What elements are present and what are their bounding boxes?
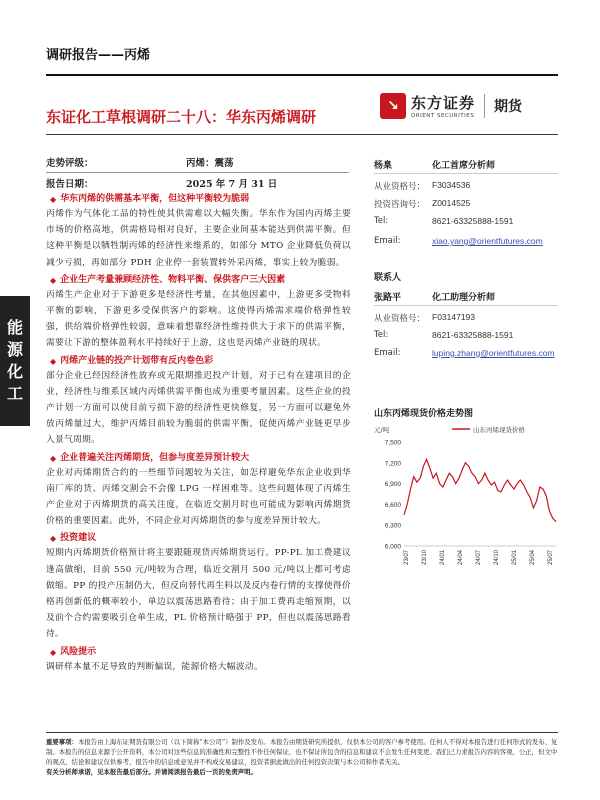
section: [46, 354, 351, 449]
orient-logo-icon: ↘: [380, 93, 406, 119]
cert-value: F03147193: [432, 312, 476, 322]
section-body: 部分企业已经因经济性放弃或无限期推迟投产计划，对于已有在建项目的企业，经济性与维系区域内丙烯供需平衡也成为重要考量因素。这些企业的投产计划一方面可以使目前亏损下游的经济性更快修复，另一方面可以避免外放丙烯量过大，维护丙烯目前较为脆弱的供需平衡，促使丙烯产业链更早步入景气周期。: [46, 370, 351, 446]
section-body: 短期内丙烯期货价格预计将主要跟随现货丙烯期货运行。PP-PL 加工费建议逢高做缩，目前 550 元/吨较为合理，临近交割月 500 元/吨以上都可考虑做缩。PP 的投产压制仍大，但反向替代再生料以及反内卷行情的支撑使得价格再创新低的概率较小，单边以震荡思路看待；由于加工费再走缩预期，以及前个合约需要吸引仓单生成，PL 价格预计略强于 PP，但也以震荡思路看待。: [46, 548, 351, 640]
section: [46, 273, 351, 352]
chart-title: 山东丙烯现货价格走势图: [374, 409, 474, 419]
contact-email-link[interactable]: luping.zhang@orientfutures.com: [432, 348, 555, 358]
sector-char: 能: [6, 318, 23, 337]
analyst-consult-row: [374, 198, 471, 210]
section-body: 企业对丙烯期货合约的一些细节问题较为关注，如怎样避免华东企业收到华南厂库的货、丙烯交割会不会像 LPG 一样困难等。这些问题体现了丙烯生产企业对于丙烯期货的高关注度，在临近交割月时也可能成为影响丙烯期货价格的重要因素。此外，不同企业对丙烯期货的参与度差异预计较大。: [46, 467, 351, 527]
report-body: [46, 190, 351, 675]
section-heading: ◆ 企业普遍关注丙烯期货，但参与度差异预计较大: [50, 452, 250, 463]
section: [46, 531, 351, 642]
analyst-email-link[interactable]: xiao.yang@orientfutures.com: [432, 236, 543, 246]
contact-tel-row: [374, 330, 514, 340]
footer-divider: [46, 732, 558, 733]
analyst-cert-row: [374, 180, 471, 192]
analyst-tel-row: [374, 216, 514, 226]
analyst-name: 杨臬: [374, 161, 393, 171]
logo-en-text: ORIENT SECURITIES: [411, 113, 475, 119]
y-tick-label: 6,000: [384, 543, 401, 551]
contact-name: 张路平: [374, 293, 402, 303]
contact-title: 联系人: [374, 273, 402, 283]
diamond-bullet-icon: ◆: [50, 355, 57, 366]
sector-char: 化: [6, 362, 23, 381]
legend-label: 山东丙烯现货价格: [473, 426, 525, 434]
analyst-role: 化工首席分析师: [432, 161, 496, 171]
price-chart: [372, 420, 562, 582]
x-tick-label: 23/07: [404, 550, 410, 566]
section-body: 丙烯作为气体化工品的特性使其供需难以大幅失衡。华东作为国内丙烯主要市场的价格高地，供需格局相对良好，主要企业间基本能达到供需平衡。但这种平衡是以牺牲制丙烯的经济性来维系的，如部分 MTO 企业降低负荷以减少亏损，再如部分 PDH 企业停一套装置转外采丙烯，事实上较为脆弱。: [46, 209, 351, 268]
contact-divider: [374, 305, 558, 306]
y-tick-label: 7,200: [384, 460, 401, 468]
diamond-bullet-icon: ◆: [50, 274, 57, 285]
tel-label: Tel:: [374, 330, 389, 340]
report-date-row: [46, 176, 349, 190]
logo-separator: [484, 94, 485, 118]
contact-cert-row: [374, 312, 476, 324]
x-tick-label: 24/07: [476, 550, 482, 566]
x-tick-label: 24/01: [440, 550, 446, 566]
contact-name-row: [374, 290, 496, 303]
y-tick-label: 7,500: [384, 439, 401, 447]
cert-label: 从业资格号：: [374, 314, 426, 324]
title-divider: [46, 134, 558, 135]
sector-char: 工: [6, 384, 23, 403]
x-tick-label: 24/04: [458, 550, 464, 566]
section: [46, 451, 351, 530]
disclaimer-tail: 有关分析师承诺，见本报告最后部分。并请阅读报告最后一页的免责声明。: [46, 768, 257, 776]
tel-value: 8621-63325888-1591: [432, 330, 514, 340]
y-tick-label: 6,600: [384, 501, 401, 509]
sector-side-band: [0, 296, 30, 426]
company-logo: [380, 92, 522, 119]
cert-label: 从业资格号：: [374, 182, 426, 192]
section-heading: ◆ 企业生产考量兼顾经济性、物料平衡、保供客户三大因素: [50, 274, 286, 285]
price-series-line: [404, 459, 556, 521]
section-heading: ◆ 丙烯产业链的投产计划带有反内卷色彩: [50, 355, 214, 366]
diamond-bullet-icon: ◆: [50, 194, 57, 204]
section-heading: ◆ 投资建议: [50, 533, 97, 544]
sector-char: 源: [6, 340, 23, 359]
analyst-email-row: [374, 236, 543, 246]
trend-value: 丙烯：震荡: [186, 158, 234, 169]
tel-value: 8621-63325888-1591: [432, 216, 514, 226]
date-label: 报告日期：: [46, 179, 94, 190]
x-tick-label: 24/10: [494, 550, 500, 566]
trend-label: 走势评级：: [46, 158, 94, 169]
price-chart-svg: [372, 420, 562, 582]
disclaimer-text: 本报告由上海东证期货有限公司（以下简称“本公司”）制作及发布。本报告由期货研究所提供，仅供本公司的客户参考使用。任何人不得对本报告进行任何形式的发布、复制。本报告的信息来源于公开资料，本公司对这些信息的准确性和完整性不作任何保证，也不保证所包含的信息和建议不会发生任何变更。我们已力求报告内容的客观、公正，但文中的观点、结论和建议仅供参考，报告中的信息或意见并不构成交易建议，投资者据此做出的任何投资决策与本公司和作者无关。: [46, 738, 558, 766]
y-tick-label: 6,300: [384, 522, 401, 530]
section-heading: ◆ 风险提示: [50, 646, 97, 657]
disclaimer: [46, 737, 558, 777]
y-tick-label: 6,900: [384, 481, 401, 489]
x-tick-label: 23/10: [422, 550, 428, 566]
section-body: 丙烯生产企业对于下游更多是经济性考量，在其他因素中，上游更多受物料平衡的影响，下游更多受保供客户的影响。这使得丙烯需求端价格弹性较强，供给端价格弹性较弱，意味着想靠经济性维持供大于求下的供需平衡，需要让下游的整体盈利水平持续好于上游，这也是丙烯产业链的现状。: [46, 289, 351, 349]
trend-rating-row: [46, 155, 349, 169]
diamond-bullet-icon: ◆: [50, 646, 57, 657]
x-tick-label: 25/07: [548, 550, 554, 566]
logo-cn-text: 东方证券: [411, 94, 476, 112]
section: [46, 645, 351, 675]
x-tick-label: 25/04: [530, 550, 536, 566]
diamond-bullet-icon: ◆: [50, 452, 57, 463]
section-body: 调研样本量不足导致的判断偏误，能源价格大幅波动。: [46, 661, 263, 672]
cert-value: F3034536: [432, 180, 471, 190]
date-value: 2025 年 7 月 31 日: [186, 179, 278, 190]
meta-divider: [46, 172, 349, 173]
tel-label: Tel:: [374, 216, 389, 226]
report-type-title: 调研报告——丙烯: [46, 48, 151, 63]
section: [46, 192, 351, 271]
consult-value: Z0014525: [432, 198, 471, 208]
email-label: Email:: [374, 236, 401, 246]
report-title: 东证化工草根调研二十八：华东丙烯调研: [46, 108, 317, 126]
contact-email-row: [374, 348, 555, 358]
header-divider: [46, 74, 558, 76]
analyst-divider: [374, 173, 558, 174]
consult-label: 投资咨询号：: [374, 200, 426, 210]
contact-role: 化工助理分析师: [432, 293, 496, 303]
section-heading: ◆ 华东丙烯的供需基本平衡，但这种平衡较为脆弱: [50, 194, 250, 204]
diamond-bullet-icon: ◆: [50, 533, 57, 544]
y-axis-label: 元/吨: [374, 426, 390, 434]
analyst-name-row: [374, 158, 496, 171]
email-label: Email:: [374, 348, 401, 358]
x-tick-label: 25/01: [512, 550, 518, 566]
disclaimer-heading: 重要事项：: [46, 738, 78, 746]
logo-futures-text: 期货: [494, 98, 523, 115]
